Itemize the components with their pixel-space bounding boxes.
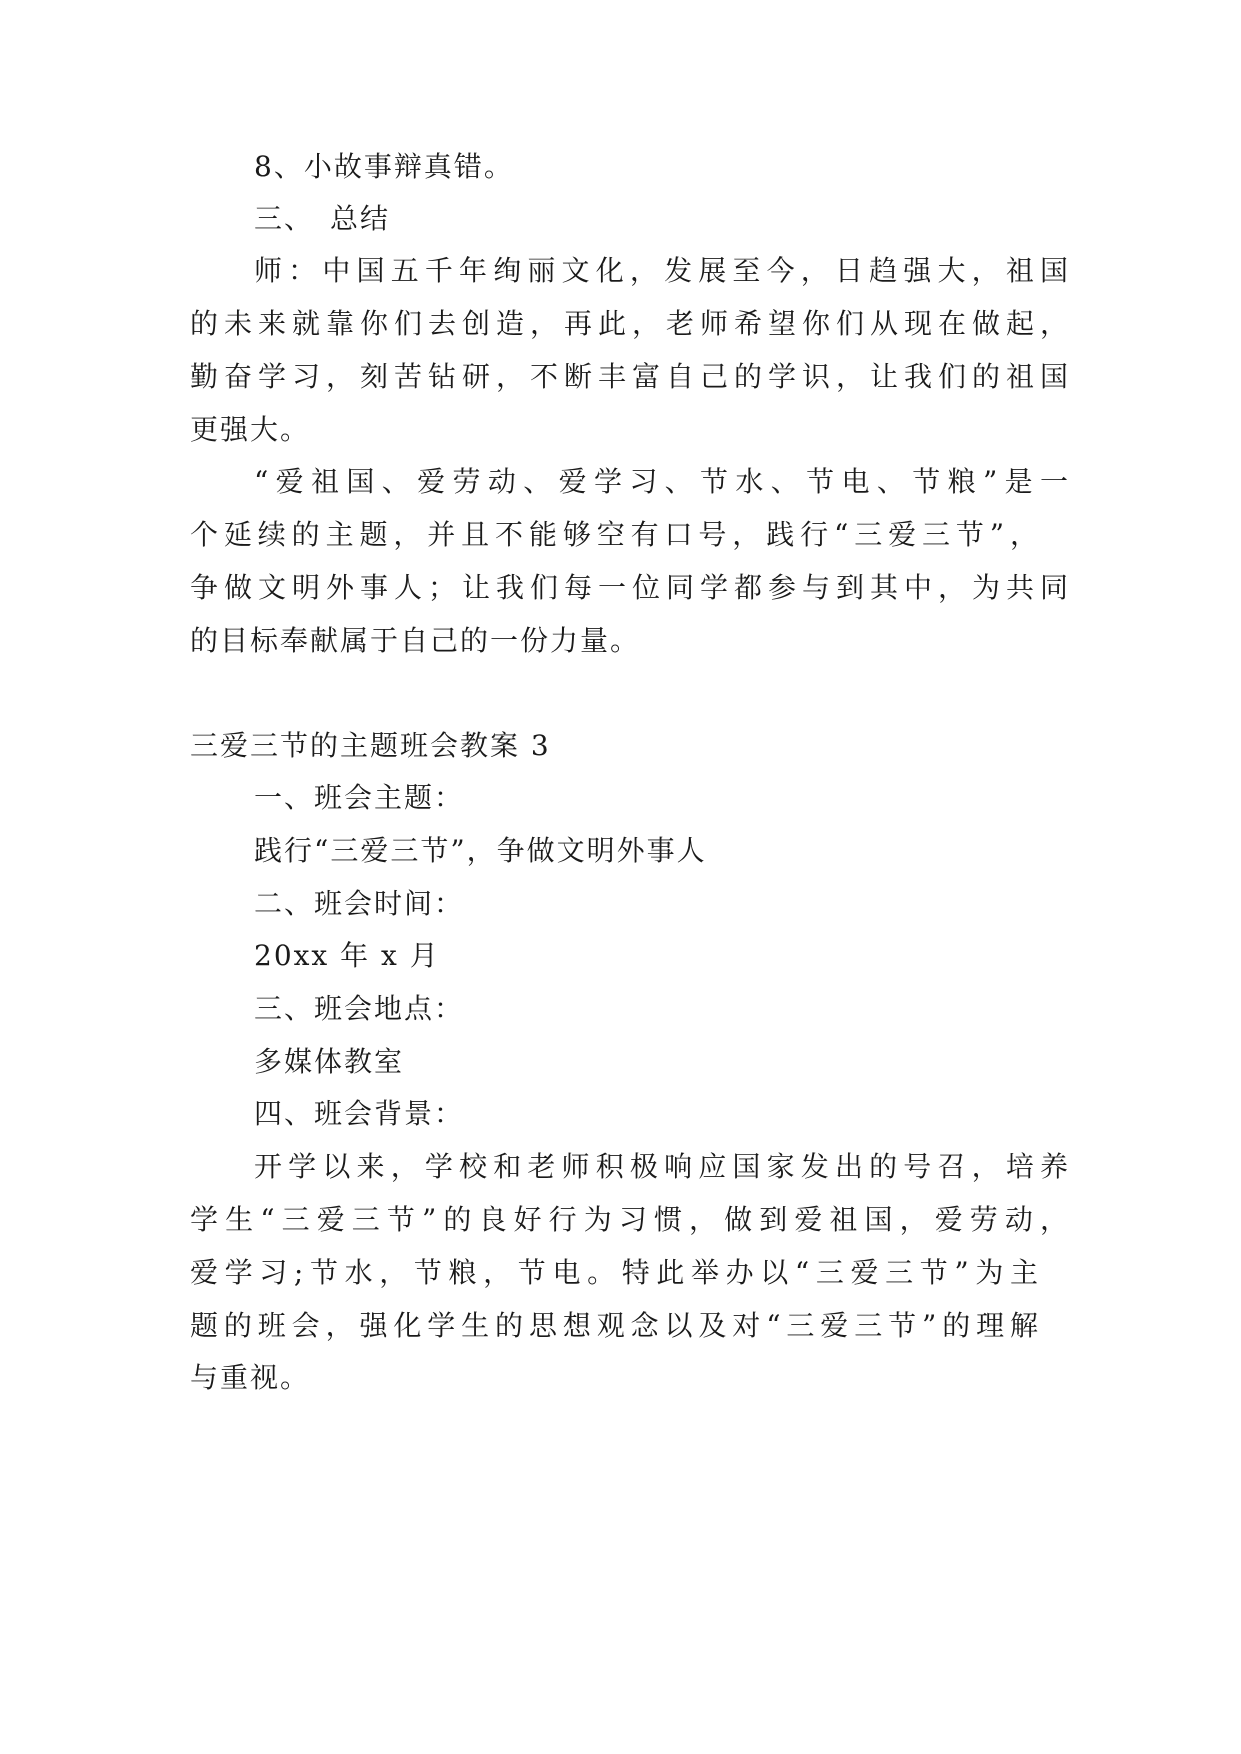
teacher-paragraph-line-2: 的未来就靠你们去创造，再此，老师希望你们从现在做起， bbox=[190, 307, 1070, 340]
background-paragraph-line-2: 学生“三爱三节”的良好行为习惯，做到爱祖国，爱劳动， bbox=[190, 1203, 1070, 1236]
teacher-paragraph-line-4: 更强大。 bbox=[190, 413, 311, 446]
background-label: 四、班会背景： bbox=[254, 1097, 465, 1130]
lesson-3-title: 三爱三节的主题班会教案 3 bbox=[190, 729, 551, 762]
theme-value: 践行“三爱三节”，争做文明外事人 bbox=[254, 834, 707, 867]
background-paragraph-line-1: 开学以来，学校和老师积极响应国家发出的号召，培养 bbox=[254, 1150, 1070, 1183]
teacher-paragraph-line-3: 勤奋学习，刻苦钻研，不断丰富自己的学识，让我们的祖国 bbox=[190, 360, 1070, 393]
background-paragraph-line-5: 与重视。 bbox=[190, 1361, 311, 1394]
theme-paragraph-line-1: “爱祖国、爱劳动、爱学习、节水、节电、节粮”是一 bbox=[254, 465, 1070, 498]
theme-paragraph-line-4: 的目标奉献属于自己的一份力量。 bbox=[190, 624, 641, 657]
background-paragraph-line-3: 爱学习;节水，节粮，节电。特此举办以“三爱三节”为主 bbox=[190, 1256, 1040, 1289]
item-8-line: 8、小故事辩真错。 bbox=[254, 150, 514, 183]
teacher-paragraph-line-1: 师：中国五千年绚丽文化，发展至今，日趋强大，祖国 bbox=[254, 254, 1070, 287]
time-label: 二、班会时间： bbox=[254, 887, 465, 920]
background-paragraph-line-4: 题的班会，强化学生的思想观念以及对“三爱三节”的理解 bbox=[190, 1309, 1040, 1342]
time-value: 20xx 年 x 月 bbox=[254, 939, 440, 972]
summary-heading: 三、 总结 bbox=[254, 202, 391, 235]
theme-label: 一、班会主题： bbox=[254, 781, 465, 814]
place-label: 三、班会地点： bbox=[254, 992, 465, 1025]
place-value: 多媒体教室 bbox=[254, 1045, 405, 1078]
theme-paragraph-line-3: 争做文明外事人；让我们每一位同学都参与到其中，为共同 bbox=[190, 571, 1070, 604]
theme-paragraph-line-2: 个延续的主题，并且不能够空有口号，践行“三爱三节”， bbox=[190, 518, 1040, 551]
